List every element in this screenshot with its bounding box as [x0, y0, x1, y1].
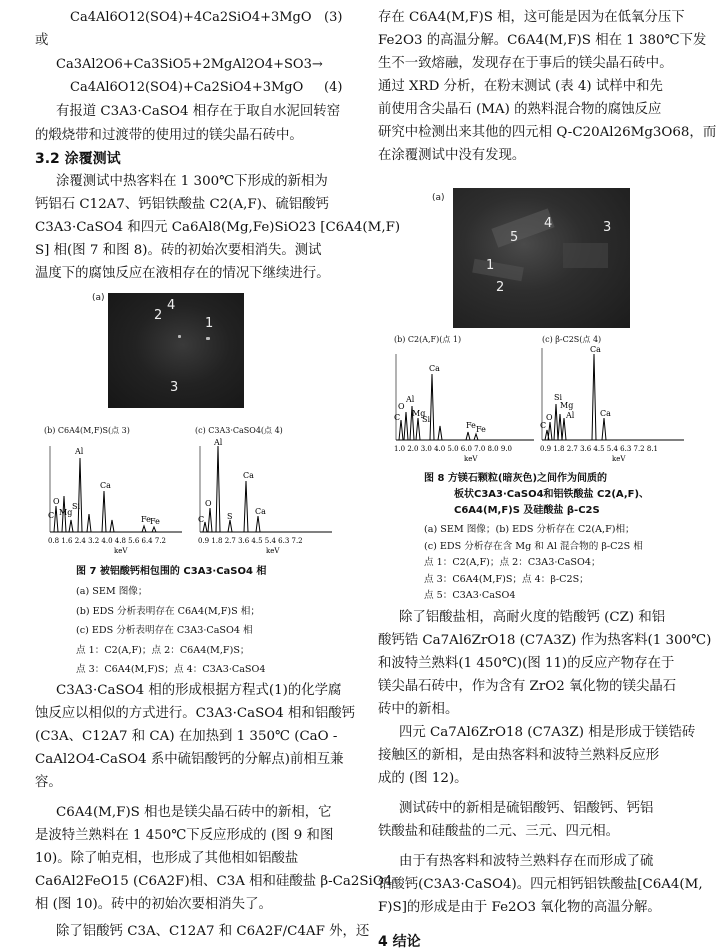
- svg-text:0.9 1.8 2.7 3.6 4.5 5.4 6.3 7.: 0.9 1.8 2.7 3.6 4.5 5.4 6.3 7.2: [198, 537, 303, 545]
- text-line: (4): [324, 80, 343, 95]
- svg-text:C: C: [48, 511, 55, 520]
- text-line: 温度下的腐蚀反应在液相存在的情况下继续进行。: [35, 266, 330, 281]
- figure-note: 点 3：C6A4(M,F)S；点 4：β-C2S；: [424, 573, 589, 585]
- sem-grain: [472, 259, 524, 281]
- text-line: 除了铝酸钙 C3A、C12A7 和 C6A2F/C4AF 外，还: [56, 924, 370, 939]
- svg-text:Ca: Ca: [100, 481, 111, 490]
- svg-text:1.0 2.0 3.0 4.0 5.0 6.0 7.0 8.: 1.0 2.0 3.0 4.0 5.0 6.0 7.0 8.0 9.0: [394, 445, 512, 453]
- text-line: 成的 (图 12)。: [378, 771, 468, 786]
- svg-text:keV: keV: [266, 547, 280, 555]
- figure-note: 点 3：C6A4(M,F)S；点 4：C3A3·CaSO4: [76, 664, 266, 675]
- text-line: 接触区的新相，是由热客料和波特兰熟料反应形: [378, 748, 660, 763]
- text-line: Ca4Al6O12(SO4)+4Ca2SiO4+3MgO: [70, 10, 312, 25]
- text-line: 和波特兰熟料(1 450℃)(图 11)的反应产物存在于: [378, 656, 675, 671]
- sem-point-label: 1: [486, 258, 495, 273]
- svg-text:keV: keV: [464, 455, 478, 463]
- figure-caption-line: C6A4(M,F)S 及硅酸盐 β-C2S: [454, 505, 600, 516]
- figure-note: (a) SEM 图像；(b) EDS 分析存在 C2(A,F)相；: [424, 524, 635, 535]
- sem-point-label: 4: [167, 298, 176, 313]
- figure-note: (a) SEM 图像；: [76, 586, 148, 597]
- text-line: 是波特兰熟料在 1 450℃下反应形成的 (图 9 和图: [35, 828, 334, 843]
- text-line: Fe2O3 的高温分解。C6A4(M,F)S 相在 1 380℃下发: [378, 33, 707, 48]
- figure-note: 点 1：C2(A,F)；点 2：C3A3·CaSO4；: [424, 557, 601, 568]
- svg-text:Al: Al: [566, 411, 575, 420]
- svg-text:Mg: Mg: [59, 508, 73, 517]
- section-heading: 3.2 涂覆测试: [35, 151, 121, 167]
- text-line: CaAl2O4-CaSO4 系中硫铝酸钙的分解点)前相互兼: [35, 752, 344, 767]
- svg-text:S: S: [227, 512, 233, 521]
- text-line: 存在 C6A4(M,F)S 相，这可能是因为在低氧分压下: [378, 10, 685, 25]
- svg-text:Si: Si: [422, 415, 431, 424]
- figure-note: (b) EDS 分析表明存在 C6A4(M,F)S 相；: [76, 605, 260, 617]
- text-line: 蚀反应以相似的方式进行。C3A3·CaSO4 相和铝酸钙: [35, 706, 356, 721]
- text-line: 10)。除了帕克相，也形成了其他相如铝酸盐: [35, 851, 299, 866]
- svg-text:0.9 1.8 2.7 3.6 4.5 5.4 6.3 7.: 0.9 1.8 2.7 3.6 4.5 5.4 6.3 7.2 8.1: [540, 445, 658, 453]
- text-line: 砖中的新相。: [378, 702, 459, 717]
- text-line: (3): [324, 10, 343, 25]
- text-line: Ca6Al2FeO15 (C6A2F)相、C3A 相和硅酸盐 β-Ca2SiO4: [35, 874, 393, 889]
- svg-text:Fe: Fe: [141, 515, 151, 524]
- text-line: 镁尖晶石砖中，作为含有 ZrO2 氧化物的镁尖晶石: [378, 679, 677, 694]
- svg-text:keV: keV: [612, 455, 626, 463]
- sem-point-label: 2: [496, 280, 505, 295]
- fig7-panel-a-label: (a): [92, 293, 105, 303]
- text-line: 容。: [35, 775, 62, 790]
- text-line: S] 相(图 7 和图 8)。砖的初始次要相消失。测试: [35, 243, 322, 258]
- sem-point-label: 4: [544, 216, 553, 231]
- figure-caption-line: 板状C3A3·CaSO4和铝铁酸盐 C2(A,F)、: [454, 489, 650, 500]
- svg-text:Al: Al: [214, 438, 223, 447]
- fig8-sub-c: (c) β-C2S(点 4): [542, 335, 602, 344]
- figure-note: 点 5：C3A3·CaSO4: [424, 590, 516, 601]
- figure-note: (c) EDS 分析表明存在 C3A3·CaSO4 相: [76, 625, 253, 636]
- text-line: F)S]的形成是由于 Fe2O3 氧化物的高温分解。: [378, 900, 661, 915]
- text-line: 生不一致熔融，发现存在于事后的镁尖晶石砖中。: [378, 56, 673, 71]
- svg-text:Ca: Ca: [255, 507, 266, 516]
- text-line: 通过 XRD 分析，在粉末测试 (表 4) 试样中和先: [378, 79, 663, 94]
- svg-text:Mg: Mg: [560, 401, 574, 410]
- svg-text:O: O: [205, 499, 212, 508]
- text-line: Ca4Al6O12(SO4)+Ca2SiO4+3MgO: [70, 80, 304, 95]
- svg-text:C: C: [198, 515, 205, 524]
- text-line: 除了铝酸盐相，高耐火度的锆酸钙 (CZ) 和铝: [399, 610, 666, 625]
- fig8-sub-b: (b) C2(A,F)(点 1): [394, 335, 462, 344]
- svg-text:Si: Si: [554, 393, 563, 402]
- fig7-caption: 图 7 被铝酸钙相包围的 C3A3·CaSO4 相: [76, 566, 267, 577]
- svg-text:Ca: Ca: [243, 471, 254, 480]
- svg-text:O: O: [53, 497, 60, 506]
- fig7-sub-c: (c) C3A3·CaSO4(点 4): [195, 426, 283, 435]
- text-line: 前使用含尖晶石 (MA) 的熟料混合物的腐蚀反应: [378, 102, 662, 117]
- svg-text:Al: Al: [75, 447, 84, 456]
- text-line: (C3A、C12A7 和 CA) 在加热到 1 350℃ (CaO -: [35, 729, 338, 744]
- fig8-eds-spectrum-b: [390, 344, 536, 464]
- fig7-eds-spectrum-b: [44, 436, 184, 556]
- fig8-sem-image: [453, 188, 630, 328]
- fig7-sub-b: (b) C6A4(M,F)S(点 3): [44, 426, 130, 435]
- sem-point-label: 5: [510, 230, 519, 245]
- text-line: 铝酸钙(C3A3·CaSO4)。四元相钙铝铁酸盐[C6A4(M,: [378, 877, 703, 892]
- svg-text:Fe: Fe: [476, 425, 486, 434]
- text-line: Ca3Al2O6+Ca3SiO5+2MgAl2O4+SO3→: [56, 57, 323, 72]
- sem-point-label: 3: [603, 220, 612, 235]
- text-line: C3A3·CaSO4 相的形成根据方程式(1)的化学腐: [56, 683, 342, 698]
- text-line: 由于有热客料和波特兰熟料存在而形成了硫: [399, 854, 654, 869]
- sem-point-label: 2: [154, 308, 163, 323]
- svg-text:C: C: [540, 421, 547, 430]
- figure-note: 点 1：C2(A,F)；点 2：C6A4(M,F)S；: [76, 644, 250, 656]
- section-heading: 4 结论: [378, 934, 421, 950]
- svg-text:O: O: [546, 413, 553, 422]
- figure-note: (c) EDS 分析存在含 Mg 和 Al 混合物的 β-C2S 相: [424, 540, 643, 552]
- text-line: 四元 Ca7Al6ZrO18 (C7A3Z) 相是形成于镁锆砖: [399, 725, 696, 740]
- svg-text:Ca: Ca: [600, 409, 611, 418]
- sem-particle: [178, 335, 181, 338]
- fig7-eds-spectrum-c: [194, 436, 334, 556]
- svg-text:Al: Al: [406, 395, 415, 404]
- sem-particle: [206, 337, 210, 340]
- text-line: C6A4(M,F)S 相也是镁尖晶石砖中的新相，它: [56, 805, 332, 820]
- text-line: 涂覆测试中热客料在 1 300℃下形成的新相为: [56, 174, 328, 189]
- text-line: 的煅烧带和过渡带的使用过的镁尖晶石砖中。: [35, 128, 303, 143]
- text-line: C3A3·CaSO4 和四元 Ca6Al8(Mg,Fe)SiO23 [C6A4(M,F): [35, 220, 401, 235]
- fig8-eds-spectrum-c: [536, 344, 686, 464]
- svg-text:Ca: Ca: [590, 345, 601, 354]
- text-line: 相 (图 10)。砖中的初始次要相消失了。: [35, 897, 272, 912]
- svg-text:keV: keV: [114, 547, 128, 555]
- sem-point-label: 3: [170, 380, 179, 395]
- text-line: 在涂覆测试中没有发现。: [378, 148, 526, 163]
- text-line: 测试砖中的新相是硫铝酸钙、铝酸钙、钙铝: [399, 801, 654, 816]
- fig8-panel-a-label: (a): [432, 193, 445, 203]
- text-line: 或: [35, 33, 49, 48]
- svg-text:Fe: Fe: [150, 517, 160, 526]
- sem-grain: [563, 243, 608, 268]
- svg-text:Fe: Fe: [466, 421, 476, 430]
- sem-point-label: 1: [205, 316, 214, 331]
- text-line: 铁酸盐和硅酸盐的二元、三元、四元相。: [378, 824, 620, 839]
- svg-text:C: C: [394, 413, 401, 422]
- text-line: 研究中检测出来其他的四元相 Q-C20Al26Mg3O68，而: [378, 125, 717, 140]
- svg-text:Si: Si: [72, 502, 81, 511]
- svg-text:0.8 1.6 2.4 3.2 4.0 4.8 5.6 6.: 0.8 1.6 2.4 3.2 4.0 4.8 5.6 6.4 7.2: [48, 537, 166, 545]
- text-line: 钙铝石 C12A7、钙铝铁酸盐 C2(A,F)、硫铝酸钙: [35, 197, 329, 212]
- svg-text:Mg: Mg: [412, 409, 426, 418]
- figure-caption-line: 图 8 方镁石颗粒(暗灰色)之间作为间质的: [424, 473, 608, 484]
- svg-text:O: O: [398, 402, 405, 411]
- text-line: 有报道 C3A3·CaSO4 相存在于取自水泥回转窑: [56, 104, 341, 119]
- text-line: 酸钙锆 Ca7Al6ZrO18 (C7A3Z) 作为热客料(1 300℃): [378, 633, 712, 648]
- svg-text:Ca: Ca: [429, 364, 440, 373]
